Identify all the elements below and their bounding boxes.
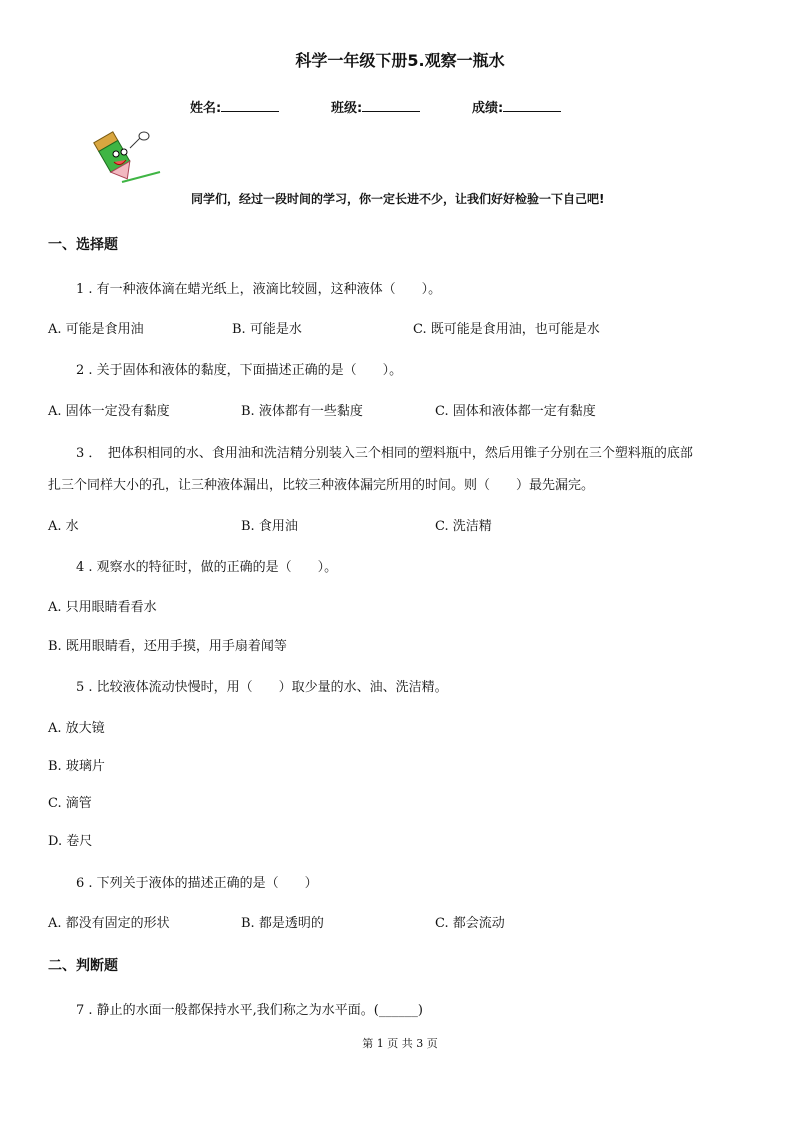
- name-field[interactable]: [190, 99, 279, 118]
- option[interactable]: A. 水: [48, 519, 79, 534]
- intro-text: 同学们，经过一段时间的学习，你一定长进不少，让我们好好检验一下自己吧!: [191, 192, 605, 206]
- class-label: 班级:: [331, 101, 363, 116]
- question-2: 2 . 关于固体和液体的黏度，下面描述正确的是（ ）。: [76, 363, 403, 378]
- option[interactable]: C. 都会流动: [435, 916, 505, 931]
- option[interactable]: C. 既可能是食用油，也可能是水: [413, 322, 600, 337]
- option[interactable]: B. 可能是水: [232, 322, 302, 337]
- question-3-line2: 扎三个同样大小的孔，让三种液体漏出，比较三种液体漏完所用的时间。则（ ）最先漏完。: [48, 478, 595, 493]
- section-title: 二、判断题: [48, 958, 118, 974]
- score-field[interactable]: [472, 99, 561, 118]
- option[interactable]: A. 放大镜: [48, 721, 105, 736]
- page-footer: 第 1 页 共 3 页: [362, 1037, 438, 1050]
- option[interactable]: B. 玻璃片: [48, 759, 105, 774]
- name-label: 姓名:: [190, 101, 222, 116]
- option[interactable]: A. 可能是食用油: [48, 322, 144, 337]
- option[interactable]: C. 固体和液体都一定有黏度: [435, 404, 596, 419]
- option[interactable]: C. 滴管: [48, 796, 92, 811]
- option[interactable]: B. 食用油: [241, 519, 298, 534]
- question-3: 3 ． 把体积相同的水、食用油和洗洁精分别装入三个相同的塑料瓶中，然后用锥子分别在三个塑料瓶的底部: [76, 446, 693, 461]
- option[interactable]: D. 卷尺: [48, 834, 93, 849]
- page-title: 科学一年级下册5.观察一瓶水: [295, 51, 505, 70]
- option[interactable]: A. 只用眼睛看看水: [48, 600, 157, 615]
- option[interactable]: A. 都没有固定的形状: [48, 916, 170, 931]
- question-5: 5 . 比较液体流动快慢时，用（ ）取少量的水、油、洗洁精。: [76, 680, 448, 695]
- question-4: 4 . 观察水的特征时，做的正确的是（ ）。: [76, 560, 338, 575]
- option[interactable]: A. 固体一定没有黏度: [48, 404, 170, 419]
- option[interactable]: B. 都是透明的: [241, 916, 324, 931]
- class-field[interactable]: [331, 99, 420, 118]
- pencil-mascot-icon: [92, 124, 162, 186]
- section-title: 一、选择题: [48, 237, 118, 253]
- score-label: 成绩:: [472, 101, 504, 116]
- option[interactable]: B. 既用眼睛看，还用手摸，用手扇着闻等: [48, 639, 287, 654]
- question-6: 6 . 下列关于液体的描述正确的是（ ）: [76, 876, 318, 891]
- question-1: 1 . 有一种液体滴在蜡光纸上，液滴比较圆，这种液体（ ）。: [76, 282, 442, 297]
- option[interactable]: B. 液体都有一些黏度: [241, 404, 363, 419]
- option[interactable]: C. 洗洁精: [435, 519, 492, 534]
- question-7: 7 . 静止的水面一般都保持水平,我们称之为水平面。(______): [76, 1003, 423, 1018]
